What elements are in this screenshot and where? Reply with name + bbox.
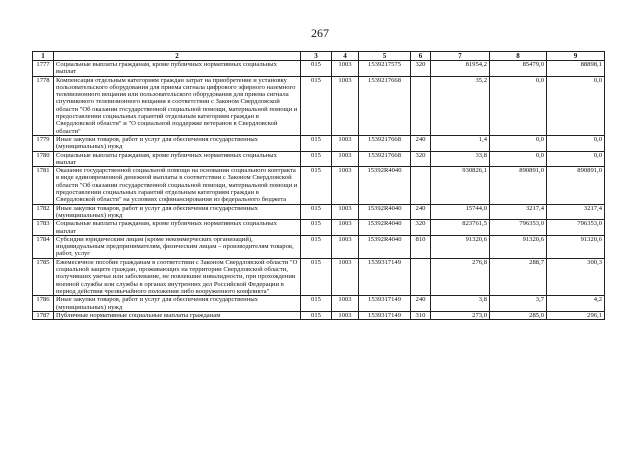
section-code: 1003 — [332, 135, 359, 151]
expense-type-code: 240 — [411, 296, 431, 312]
section-code: 1003 — [332, 220, 359, 236]
row-number: 1784 — [33, 235, 54, 258]
table-row — [33, 61, 605, 77]
row-number: 1782 — [33, 204, 54, 220]
amount-year-1: 930826,1 — [431, 167, 490, 204]
amount-year-1: 35,2 — [431, 76, 490, 135]
header-cell: 5 — [359, 52, 411, 61]
row-description: Оказание государственной социальной помощи на основании социального контракта в виде единовременной денежной выплаты в соответствии с Законом Свердловской области "Об оказании государственной социальной помощи, материальной помощи и предоставлении социальных гарантий отдельным категориям граждан в Свердловской области" на условиях софинансирования из федерального бюджета — [54, 167, 301, 204]
budget-table — [32, 51, 605, 320]
row-description: Социальные выплаты гражданам, кроме публичных нормативных социальных выплат — [54, 151, 301, 167]
target-article-code: 1539217575 — [359, 61, 411, 77]
header-cell: 3 — [301, 52, 332, 61]
row-number: 1779 — [33, 135, 54, 151]
target-article-code: 1539217668 — [359, 135, 411, 151]
amount-year-3: 4,2 — [547, 296, 605, 312]
expense-type-code: 810 — [411, 235, 431, 258]
amount-year-3: 0,0 — [547, 135, 605, 151]
target-article-code: 1539317149 — [359, 311, 411, 319]
amount-year-3: 0,0 — [547, 76, 605, 135]
expense-type-code: 320 — [411, 220, 431, 236]
header-cell: 4 — [332, 52, 359, 61]
amount-year-3: 88898,1 — [547, 61, 605, 77]
target-article-code: 1539317149 — [359, 258, 411, 295]
row-description: Социальные выплаты гражданам, кроме публичных нормативных социальных выплат — [54, 61, 301, 77]
page-number: 267 — [311, 26, 329, 40]
expense-type-code — [411, 76, 431, 135]
amount-year-1: 273,0 — [431, 311, 490, 319]
row-description: Иные закупки товаров, работ и услуг для обеспечения государственных (муниципальных) нужд — [54, 296, 301, 312]
amount-year-2: 91320,6 — [490, 235, 547, 258]
amount-year-3: 91320,6 — [547, 235, 605, 258]
ministry-code: 015 — [301, 61, 332, 77]
row-number: 1780 — [33, 151, 54, 167]
section-code: 1003 — [332, 76, 359, 135]
row-number: 1787 — [33, 311, 54, 319]
target-article-code: 15392R4040 — [359, 167, 411, 204]
amount-year-1: 15744,0 — [431, 204, 490, 220]
table-row — [33, 135, 605, 151]
row-number: 1783 — [33, 220, 54, 236]
row-number: 1785 — [33, 258, 54, 295]
ministry-code: 015 — [301, 258, 332, 295]
row-description: Ежемесячное пособие гражданам в соответствии с Законом Свердловской области "О социальной защите граждан, проживающих на территории Свердловской области, получивших увечье или заболевание, не повлекшие инвалидности, при прохождении военной службы или службы в органах внутренних дел Российской Федерации в период действия чрезвычайного положения либо вооруженного конфликта" — [54, 258, 301, 295]
target-article-code: 1539317149 — [359, 296, 411, 312]
amount-year-1: 91320,6 — [431, 235, 490, 258]
amount-year-3: 796353,0 — [547, 220, 605, 236]
expense-type-code: 310 — [411, 311, 431, 319]
row-description: Субсидии юридическим лицам (кроме некоммерческих организаций), индивидуальным предпринимателям, физическим лицам – производителям товаров, работ, услуг — [54, 235, 301, 258]
target-article-code: 15392R4040 — [359, 235, 411, 258]
amount-year-3: 890891,0 — [547, 167, 605, 204]
expense-type-code — [411, 167, 431, 204]
expense-type-code: 240 — [411, 135, 431, 151]
row-number: 1781 — [33, 167, 54, 204]
amount-year-1: 81954,2 — [431, 61, 490, 77]
target-article-code: 15392R4040 — [359, 204, 411, 220]
ministry-code: 015 — [301, 76, 332, 135]
header-cell: 8 — [490, 52, 547, 61]
table-row — [33, 235, 605, 258]
expense-type-code: 320 — [411, 61, 431, 77]
ministry-code: 015 — [301, 204, 332, 220]
section-code: 1003 — [332, 258, 359, 295]
section-code: 1003 — [332, 151, 359, 167]
expense-type-code — [411, 258, 431, 295]
amount-year-3: 300,3 — [547, 258, 605, 295]
amount-year-2: 0,0 — [490, 76, 547, 135]
table-row — [33, 167, 605, 204]
ministry-code: 015 — [301, 220, 332, 236]
expense-type-code: 320 — [411, 151, 431, 167]
ministry-code: 015 — [301, 296, 332, 312]
amount-year-2: 288,7 — [490, 258, 547, 295]
section-code: 1003 — [332, 311, 359, 319]
amount-year-1: 276,8 — [431, 258, 490, 295]
table-row — [33, 258, 605, 295]
table-row — [33, 151, 605, 167]
section-code: 1003 — [332, 235, 359, 258]
table-row — [33, 204, 605, 220]
ministry-code: 015 — [301, 151, 332, 167]
row-number: 1786 — [33, 296, 54, 312]
ministry-code: 015 — [301, 311, 332, 319]
header-cell: 9 — [547, 52, 605, 61]
section-code: 1003 — [332, 296, 359, 312]
amount-year-1: 823761,5 — [431, 220, 490, 236]
target-article-code: 1539217668 — [359, 76, 411, 135]
row-description: Социальные выплаты гражданам, кроме публичных нормативных социальных выплат — [54, 220, 301, 236]
amount-year-2: 3217,4 — [490, 204, 547, 220]
row-number: 1778 — [33, 76, 54, 135]
ministry-code: 015 — [301, 135, 332, 151]
target-article-code: 15392R4040 — [359, 220, 411, 236]
table-row — [33, 76, 605, 135]
header-cell: 2 — [54, 52, 301, 61]
header-cell: 7 — [431, 52, 490, 61]
amount-year-3: 0,0 — [547, 151, 605, 167]
row-description: Иные закупки товаров, работ и услуг для обеспечения государственных (муниципальных) нужд — [54, 204, 301, 220]
row-description: Иные закупки товаров, работ и услуг для обеспечения государственных (муниципальных) нужд — [54, 135, 301, 151]
amount-year-1: 1,4 — [431, 135, 490, 151]
header-cell: 6 — [411, 52, 431, 61]
table-row — [33, 220, 605, 236]
ministry-code: 015 — [301, 167, 332, 204]
expense-type-code: 240 — [411, 204, 431, 220]
section-code: 1003 — [332, 61, 359, 77]
amount-year-3: 3217,4 — [547, 204, 605, 220]
amount-year-2: 890891,0 — [490, 167, 547, 204]
amount-year-3: 296,1 — [547, 311, 605, 319]
section-code: 1003 — [332, 167, 359, 204]
amount-year-1: 3,8 — [431, 296, 490, 312]
target-article-code: 1539217668 — [359, 151, 411, 167]
row-number: 1777 — [33, 61, 54, 77]
row-description: Публичные нормативные социальные выплаты гражданам — [54, 311, 301, 319]
ministry-code: 015 — [301, 235, 332, 258]
table-row — [33, 296, 605, 312]
amount-year-2: 796353,0 — [490, 220, 547, 236]
amount-year-2: 3,7 — [490, 296, 547, 312]
amount-year-2: 85479,0 — [490, 61, 547, 77]
amount-year-1: 33,8 — [431, 151, 490, 167]
table-header-row — [33, 52, 605, 61]
row-description: Компенсация отдельным категориям граждан затрат на приобретение и установку пользовательского оборудования для приема сигнала цифрового эфирного наземного телевизионного вещания или пользовательского оборудования для приема сигнала спутникового телевизионного вещания в соответствии с Законом Свердловской области "Об оказании государственной социальной помощи, материальной помощи и предоставлении социальных гарантий отдельным категориям граждан в Свердловской области" и "О социальной поддержке ветеранов в Свердловской области" — [54, 76, 301, 135]
amount-year-2: 0,0 — [490, 151, 547, 167]
header-cell: 1 — [33, 52, 54, 61]
amount-year-2: 0,0 — [490, 135, 547, 151]
table-row — [33, 311, 605, 319]
amount-year-2: 285,0 — [490, 311, 547, 319]
section-code: 1003 — [332, 204, 359, 220]
